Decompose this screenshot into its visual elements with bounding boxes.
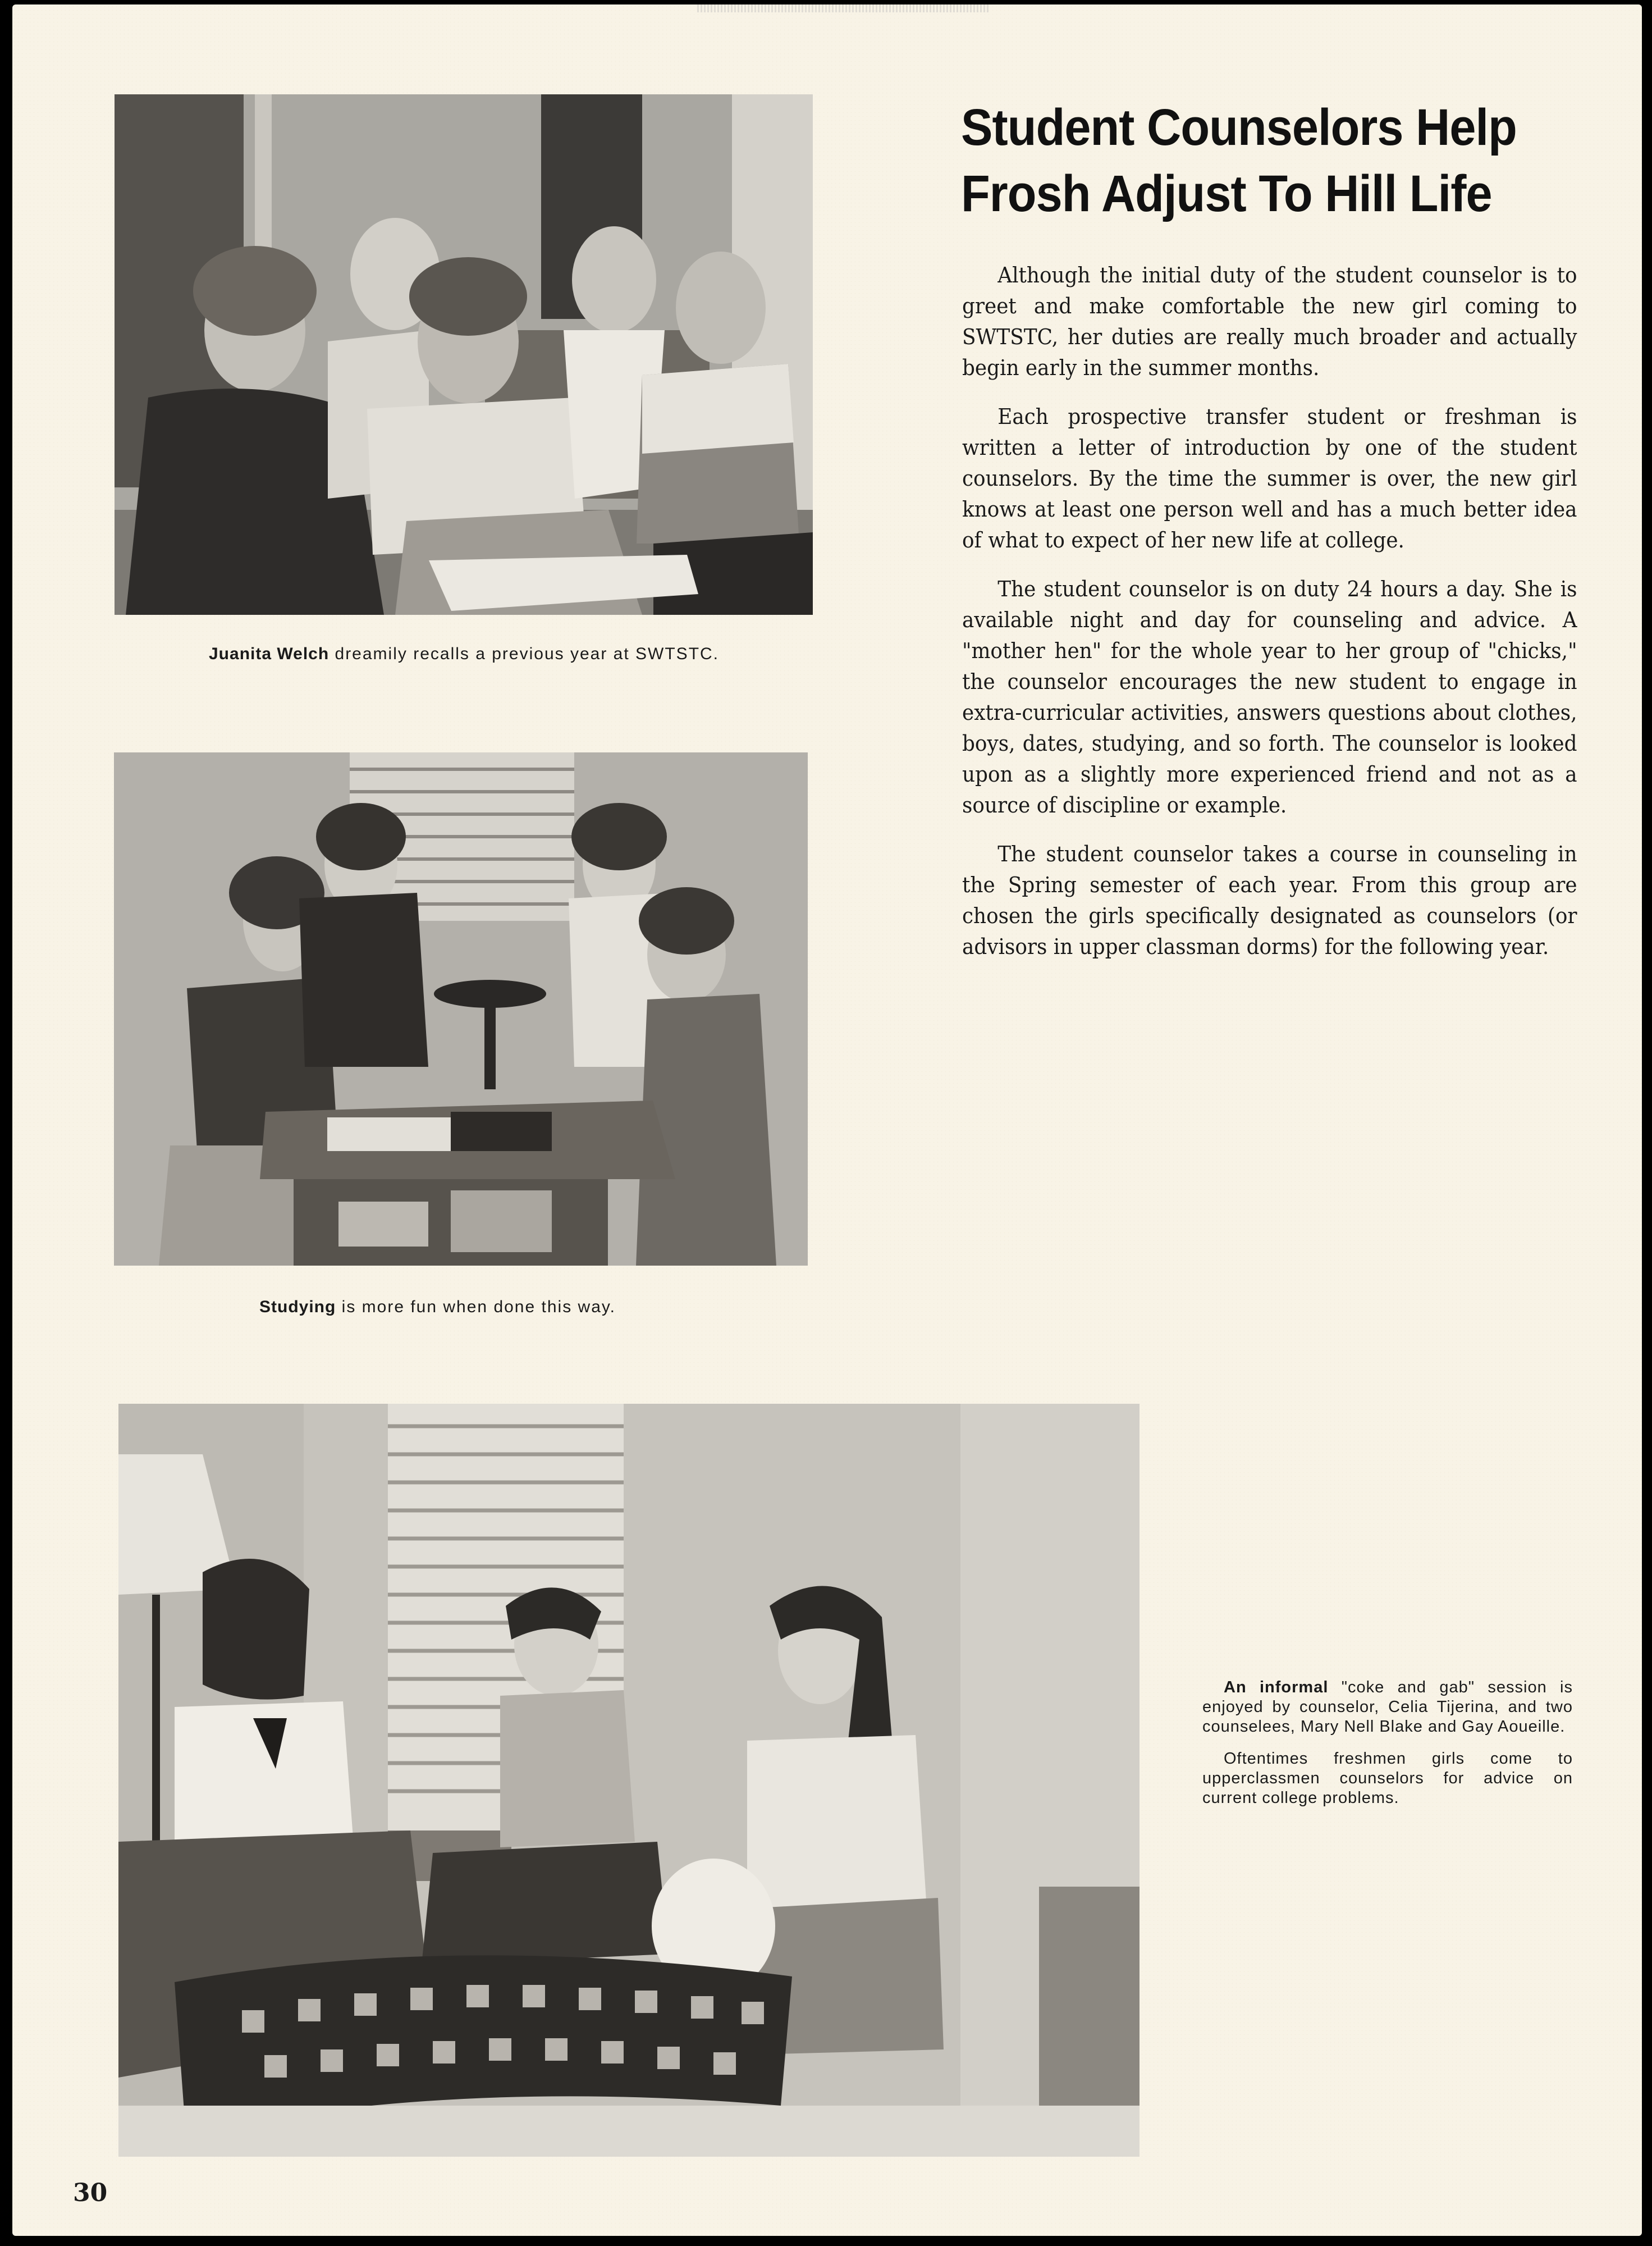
title-line-1: Student Counselors Help — [961, 99, 1517, 156]
caption-text: "coke and gab" session is enjoyed by counselor, Celia Tijerina, and two counselees, Mary Nell Blake and Gay Aoueille. — [1202, 1678, 1573, 1736]
caption-paragraph — [1202, 1678, 1573, 1737]
caption-paragraph: Oftentimes freshmen girls come to upperclassmen counselors for advice on current college problems. — [1202, 1750, 1573, 1807]
body-paragraph: Although the initial duty of the student counselor is to greet and make comfortable the new girl coming to SWTSTC, her duties are really much broader and actually begin early in the summer months. — [962, 263, 1577, 381]
article-body — [962, 260, 1577, 980]
photo-study-table — [114, 752, 808, 1266]
title-line-2: Frosh Adjust To Hill Life — [961, 165, 1492, 222]
photo-scrapbook-image — [115, 94, 813, 615]
yearbook-page — [12, 4, 1642, 2236]
photo-caption-2 — [259, 1298, 616, 1317]
caption-bold: Juanita Welch — [209, 645, 330, 663]
photo-coke-and-gab — [118, 1404, 1140, 2157]
caption-text: is more fun when done this way. — [336, 1298, 616, 1316]
photo-scrapbook-group — [115, 94, 813, 615]
photo-coke-image — [118, 1404, 1140, 2157]
body-paragraph: Each prospective transfer student or freshman is written a letter of introduction by one of the student counselors. By the time the summer is over, the new girl knows at least one person well and has a much better idea of what to expect of her new life at college. — [962, 404, 1577, 553]
body-paragraph: The student counselor takes a course in counseling in the Spring semester of each year. From this group are chosen the girls specifically designated as counselors (or advisors in upper classman dorms) for the following year. — [962, 842, 1577, 960]
photo-study-image — [114, 752, 808, 1266]
caption-bold: Studying — [259, 1298, 336, 1316]
article-title — [961, 94, 1539, 227]
page-number: 30 — [73, 2179, 108, 2207]
photo-caption-1 — [209, 645, 719, 664]
body-paragraph: The student counselor is on duty 24 hours a day. She is available night and day for counseling and advice. A "mother hen" for the whole year to her group of "chicks," the counselor encourages the new student to engage in extra-curricular activities, answers questions about clothes, boys, dates, studying, and so forth. The counselor is looked upon as a slightly more experienced friend and not as a source of discipline or example. — [962, 577, 1577, 818]
caption-text: dreamily recalls a previous year at SWTSTC. — [329, 645, 720, 663]
caption-bold: An informal — [1224, 1678, 1329, 1696]
bleed-mark — [697, 4, 989, 12]
photo-caption-3 — [1202, 1678, 1573, 1820]
